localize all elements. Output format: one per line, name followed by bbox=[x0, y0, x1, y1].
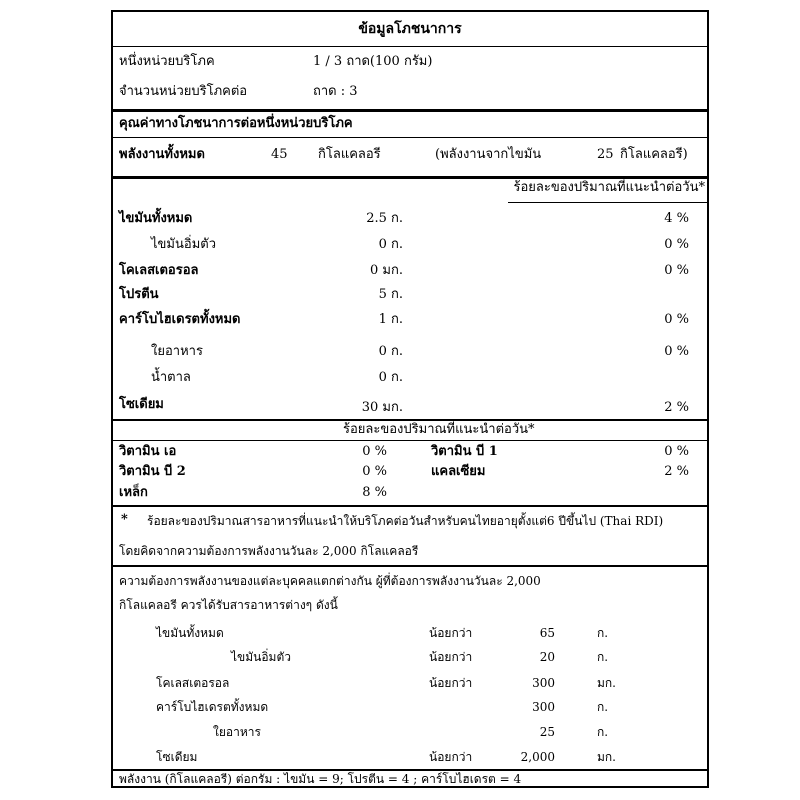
nutrient-name: โซเดียม bbox=[119, 397, 164, 412]
nutrient-amount: 0 ก. bbox=[378, 370, 403, 385]
daily-value-header: ร้อยละของปริมาณที่แนะนำต่อวัน* bbox=[513, 180, 705, 195]
thick-divider bbox=[113, 505, 707, 507]
requirement-name: คาร์โบไฮเดรตทั้งหมด bbox=[156, 700, 269, 714]
nutrient-daily-value: 4 % bbox=[664, 211, 689, 226]
energy-per-gram: พลังงาน (กิโลแคลอรี) ต่อกรัม : ไขมัน = 9; โปรตีน = 4 ; คาร์โบไฮเดรต = 4 bbox=[119, 772, 522, 786]
requirement-unit: ก. bbox=[597, 626, 609, 640]
energy-from-fat-value: 25 bbox=[597, 147, 614, 162]
nutrient-daily-value: 0 % bbox=[664, 344, 689, 359]
divider bbox=[113, 46, 707, 47]
energy-from-fat-unit: กิโลแคลอรี) bbox=[620, 147, 688, 162]
vitamin-daily-value: 0 % bbox=[362, 444, 387, 459]
requirement-unit: ก. bbox=[597, 700, 609, 714]
nutrient-name: โคเลสเตอรอล bbox=[119, 263, 199, 278]
requirement-name: โคเลสเตอรอล bbox=[156, 676, 230, 690]
requirement-unit: มก. bbox=[597, 750, 616, 764]
requirement-value: 25 bbox=[539, 725, 555, 739]
nutrition-facts-panel bbox=[111, 10, 709, 788]
footnote-asterisk: * bbox=[121, 512, 128, 527]
nutrient-daily-value: 0 % bbox=[664, 237, 689, 252]
nutrient-amount: 0 ก. bbox=[378, 237, 403, 252]
nutrient-name: โปรตีน bbox=[119, 287, 159, 302]
nutrient-name: ไขมันทั้งหมด bbox=[119, 211, 193, 226]
nutrient-name: ใยอาหาร bbox=[151, 344, 203, 359]
nutrient-name: น้ำตาล bbox=[151, 370, 191, 385]
vitamin-daily-value: 0 % bbox=[664, 444, 689, 459]
nutrient-amount: 30 มก. bbox=[361, 400, 403, 415]
footnote-text: โดยคิดจากความต้องการพลังงานวันละ 2,000 กิโลแคลอรี bbox=[119, 544, 419, 558]
requirement-unit: มก. bbox=[597, 676, 616, 690]
thick-divider bbox=[113, 419, 707, 421]
requirement-qualifier: น้อยกว่า bbox=[429, 626, 473, 640]
nutrient-amount: 1 ก. bbox=[378, 312, 403, 327]
requirement-name: ใยอาหาร bbox=[213, 725, 261, 739]
requirement-name: โซเดียม bbox=[156, 750, 198, 764]
servings-per-container-label: จำนวนหน่วยบริโภคต่อ bbox=[119, 84, 248, 99]
nutrient-daily-value: 0 % bbox=[664, 263, 689, 278]
requirement-value: 300 bbox=[532, 676, 555, 690]
requirement-qualifier: น้อยกว่า bbox=[429, 750, 473, 764]
requirement-value: 20 bbox=[539, 650, 555, 664]
footnote-text: ร้อยละของปริมาณสารอาหารที่แนะนำให้บริโภคต่อวันสำหรับคนไทยอายุตั้งแต่6 ปีขึ้นไป (Thai RDI) bbox=[147, 514, 664, 528]
vitamin-name: วิตามิน บี 1 bbox=[431, 444, 498, 459]
requirement-unit: ก. bbox=[597, 725, 609, 739]
vitamin-daily-value: 0 % bbox=[362, 464, 387, 479]
vitamin-name: เหล็ก bbox=[119, 485, 148, 500]
nutrient-amount: 5 ก. bbox=[378, 287, 403, 302]
requirements-intro: กิโลแคลอรี ควรได้รับสารอาหารต่างๆ ดังนี้ bbox=[119, 598, 338, 612]
nutrient-daily-value: 2 % bbox=[664, 400, 689, 415]
nutrient-name: ไขมันอิ่มตัว bbox=[151, 237, 216, 252]
vitamin-daily-value: 2 % bbox=[664, 464, 689, 479]
divider bbox=[113, 137, 707, 138]
nutrient-amount: 2.5 ก. bbox=[366, 211, 403, 226]
amount-per-serving-title: คุณค่าทางโภชนาการต่อหนึ่งหน่วยบริโภค bbox=[119, 116, 353, 131]
energy-value: 45 bbox=[271, 147, 288, 162]
servings-per-container-value: ถาด : 3 bbox=[313, 84, 358, 99]
vitamin-daily-value: 8 % bbox=[362, 485, 387, 500]
nutrient-amount: 0 มก. bbox=[370, 263, 403, 278]
nutrient-name: คาร์โบไฮเดรตทั้งหมด bbox=[119, 312, 241, 327]
nutrient-amount: 0 ก. bbox=[378, 344, 403, 359]
requirement-value: 300 bbox=[532, 700, 555, 714]
thick-divider bbox=[113, 565, 707, 567]
vitamin-name: แคลเซียม bbox=[431, 464, 486, 479]
thick-divider bbox=[113, 109, 707, 112]
requirement-unit: ก. bbox=[597, 650, 609, 664]
requirement-qualifier: น้อยกว่า bbox=[429, 676, 473, 690]
panel-title: ข้อมูลโภชนาการ bbox=[358, 21, 462, 37]
nutrient-daily-value: 0 % bbox=[664, 312, 689, 327]
energy-label: พลังงานทั้งหมด bbox=[119, 147, 205, 162]
requirement-qualifier: น้อยกว่า bbox=[429, 650, 473, 664]
requirement-value: 65 bbox=[539, 626, 555, 640]
vitamin-name: วิตามิน เอ bbox=[119, 444, 177, 459]
energy-unit: กิโลแคลอรี bbox=[318, 147, 381, 162]
serving-size-label: หนึ่งหน่วยบริโภค bbox=[119, 54, 215, 69]
divider bbox=[508, 202, 707, 203]
vitamin-daily-value-header: ร้อยละของปริมาณที่แนะนำต่อวัน* bbox=[343, 422, 535, 437]
serving-size-value: 1 / 3 ถาด(100 กรัม) bbox=[313, 54, 433, 69]
divider bbox=[113, 440, 707, 441]
requirement-value: 2,000 bbox=[520, 750, 555, 764]
thick-divider bbox=[113, 176, 707, 179]
requirement-name: ไขมันอิ่มตัว bbox=[231, 650, 291, 664]
requirements-intro: ความต้องการพลังงานของแต่ละบุคคลแตกต่างกัน ผู้ที่ต้องการพลังงานวันละ 2,000 bbox=[119, 574, 541, 588]
requirement-name: ไขมันทั้งหมด bbox=[156, 626, 224, 640]
energy-from-fat-label: (พลังงานจากไขมัน bbox=[435, 147, 542, 162]
vitamin-name: วิตามิน บี 2 bbox=[119, 464, 186, 479]
